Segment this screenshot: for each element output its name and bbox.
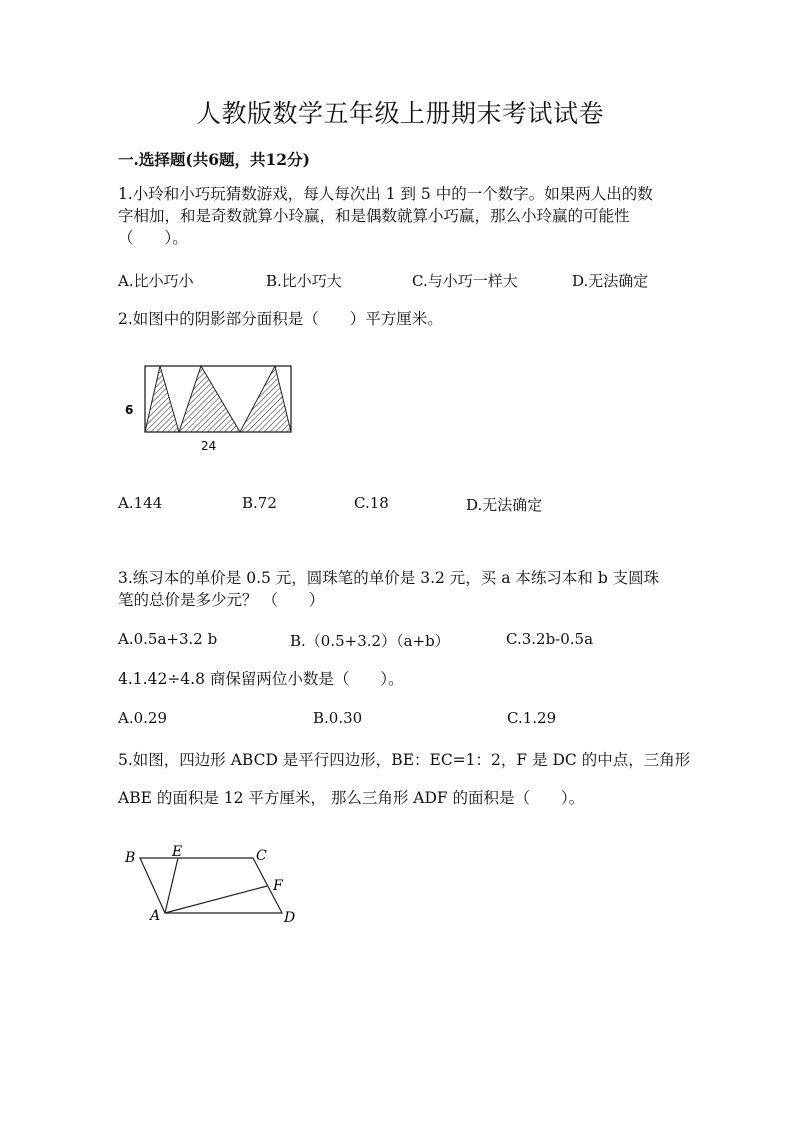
question-1-line-2: 字相加，和是奇数就算小玲赢，和是偶数就算小巧赢，那么小玲赢的可能性 xyxy=(118,207,630,225)
segment-af xyxy=(165,886,267,913)
question-1-line-1: 1.小玲和小巧玩猜数游戏，每人每次出 1 到 5 中的一个数字。如果两人出的数 xyxy=(118,185,653,203)
question-2-option-c[interactable]: C.18 xyxy=(354,494,389,512)
label-b: B xyxy=(125,850,136,866)
label-d: D xyxy=(284,910,296,926)
question-3-option-a[interactable]: A.0.5a+3.2 b xyxy=(118,630,218,648)
shaded-triangles-figure xyxy=(115,360,305,460)
question-1-option-d[interactable]: D.无法确定 xyxy=(572,272,649,290)
label-c: C xyxy=(256,848,267,864)
question-1-option-b[interactable]: B.比小巧大 xyxy=(266,272,342,290)
question-2-stem: 2.如图中的阴影部分面积是（ ）平方厘米。 xyxy=(118,310,443,328)
width-label: 24 xyxy=(201,439,217,453)
question-4-option-b[interactable]: B.0.30 xyxy=(313,709,363,727)
label-f: F xyxy=(273,878,283,894)
question-2-option-d[interactable]: D.无法确定 xyxy=(466,496,543,514)
question-4-stem: 4.1.42÷4.8 商保留两位小数是（ ）。 xyxy=(118,670,404,688)
shaded-triangle-1 xyxy=(145,366,179,432)
parallelogram-abcd xyxy=(140,858,282,913)
question-1 xyxy=(118,183,653,249)
question-1-option-c[interactable]: C.与小巧一样大 xyxy=(412,272,518,290)
question-3-line-1: 3.练习本的单价是 0.5 元，圆珠笔的单价是 3.2 元，买 a 本练习本和 b 支圆珠 xyxy=(118,569,660,587)
shaded-triangle-2 xyxy=(179,366,240,432)
question-5-line-1: 5.如图，四边形 ABCD 是平行四边形，BE：EC=1：2，F 是 DC 的中点，三角形 xyxy=(118,751,691,769)
question-3 xyxy=(118,567,659,611)
question-3-option-c[interactable]: C.3.2b-0.5a xyxy=(506,630,594,648)
parallelogram-figure xyxy=(115,840,315,935)
question-2-option-b[interactable]: B.72 xyxy=(242,494,277,512)
page-title: 人教版数学五年级上册期末考试试卷 xyxy=(195,99,604,128)
question-4-option-c[interactable]: C.1.29 xyxy=(507,709,557,727)
question-3-line-2: 笔的总价是多少元？ （ ） xyxy=(118,591,325,609)
question-1-option-a[interactable]: A.比小巧小 xyxy=(118,272,194,290)
shaded-triangle-3 xyxy=(240,366,291,432)
question-2-option-a[interactable]: A.144 xyxy=(118,494,163,512)
question-1-line-3: （ ）。 xyxy=(118,229,188,247)
segment-ae xyxy=(165,858,178,913)
label-e: E xyxy=(172,844,183,860)
height-label: 6 xyxy=(125,403,134,417)
question-5-line-2: ABE 的面积是 12 平方厘米， 那么三角形 ADF 的面积是（ ）。 xyxy=(118,789,585,807)
label-a: A xyxy=(150,908,161,924)
section-heading: 一.选择题(共6题，共12分) xyxy=(118,150,310,169)
question-4-option-a[interactable]: A.0.29 xyxy=(118,709,167,727)
question-3-option-b[interactable]: B.（0.5+3.2）（a+b） xyxy=(290,632,450,650)
